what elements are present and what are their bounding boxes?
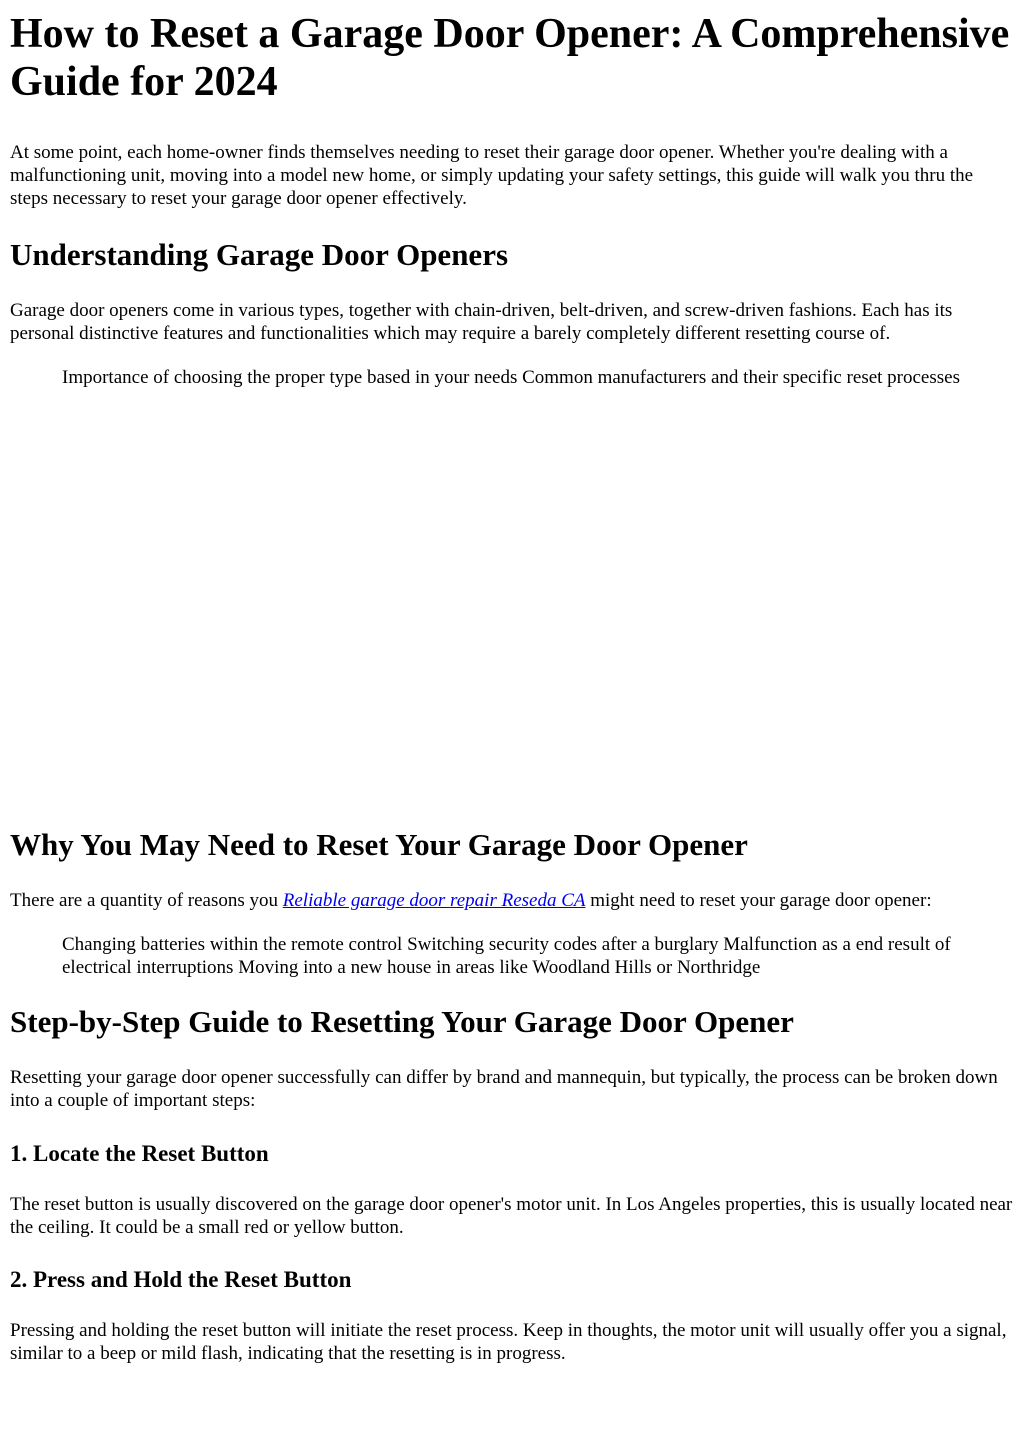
why-text-before-link: There are a quantity of reasons you (10, 890, 283, 911)
steps-paragraph: Resetting your garage door opener successfully can differ by brand and mannequin, but typically, the process can be broken down into a couple of important steps: (10, 1067, 998, 1111)
importance-quote: Importance of choosing the proper type based in your needs Common manufacturers and their specific reset processes (62, 367, 960, 388)
intro-paragraph: At some point, each home-owner finds themselves needing to reset their garage door opener. Whether you're dealing with a malfunctioning unit, moving into a model new home, or simply updating your safety settings, this guide will walk you thru the steps necessary to reset your garage door opener effectively. (10, 142, 974, 209)
step2-paragraph: Pressing and holding the reset button will initiate the reset process. Keep in thoughts, the motor unit will usually offer you a signal, similar to a beep or mild flash, indicating that the resetting is in progress. (10, 1320, 1007, 1364)
article (0, 10, 1024, 1365)
understanding-paragraph: Garage door openers come in various types, together with chain-driven, belt-driven, and screw-driven fashions. Each has its personal distinctive features and functionalities which may require a barely completely different resetting course of. (10, 300, 953, 344)
reseda-repair-link[interactable]: Reliable garage door repair Reseda CA (282, 890, 586, 911)
step1-heading: 1. Locate the Reset Button (10, 1141, 269, 1166)
section-heading-understanding: Understanding Garage Door Openers (10, 237, 509, 272)
why-paragraph (10, 889, 1014, 912)
section-heading-steps: Step-by-Step Guide to Resetting Your Garage Door Opener (10, 1004, 794, 1039)
section-heading-why: Why You May Need to Reset Your Garage Door Opener (10, 827, 748, 862)
step2-heading: 2. Press and Hold the Reset Button (10, 1267, 352, 1292)
page-title: How to Reset a Garage Door Opener: A Comprehensive Guide for 2024 (10, 11, 1010, 105)
reasons-quote: Changing batteries within the remote control Switching security codes after a burglary Malfunction as a end result of electrical interruptions Moving into a new house in areas like Woodland Hills or Northridge (62, 934, 951, 978)
image-placeholder (10, 389, 1014, 827)
step1-paragraph: The reset button is usually discovered on the garage door opener's motor unit. In Los Angeles properties, this is usually located near the ceiling. It could be a small red or yellow button. (10, 1194, 1013, 1238)
why-text-after-link: might need to reset your garage door opener: (585, 890, 932, 911)
